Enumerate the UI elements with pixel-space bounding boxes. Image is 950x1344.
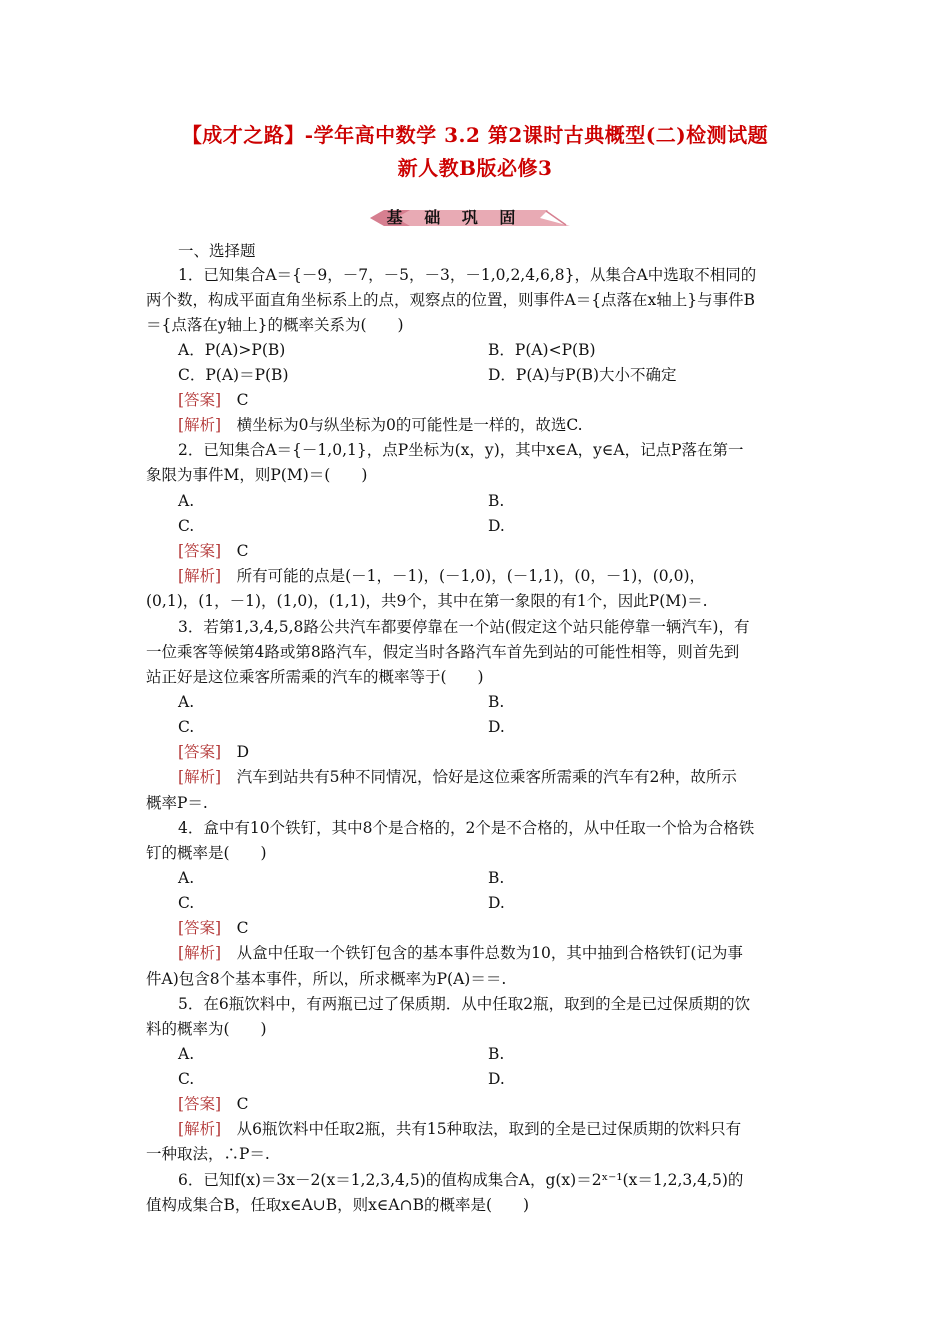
- q4-option-b: B.: [488, 869, 505, 887]
- q1-option-b: B．P(A)<P(B): [488, 341, 596, 359]
- explanation-tag: [解析]: [178, 567, 222, 585]
- q6-text-line-1: 6．已知f(x)＝3x－2(x＝1,2,3,4,5)的值构成集合A，g(x)＝2ˣ⁻¹(x＝1,2,3,4,5)的: [178, 1171, 744, 1189]
- answer-tag: [答案]: [178, 391, 222, 409]
- q1-text-line-1: 1．已知集合A＝{－9，－7，－5，－3，－1,0,2,4,6,8}，从集合A中选取不相同的: [178, 266, 757, 284]
- q4-explanation-text: 从盒中任取一个铁钉包含的基本事件总数为10，其中抽到合格铁钉(记为事: [236, 944, 743, 962]
- q3-explanation: [178, 766, 737, 788]
- q2-text-line-1: 2．已知集合A＝{－1,0,1}，点P坐标为(x，y)，其中x∈A，y∈A，记点P落在第一: [178, 441, 744, 459]
- q2-option-c: C.: [178, 517, 195, 535]
- q3-option-a: A.: [178, 693, 195, 711]
- q4-option-c: C.: [178, 894, 195, 912]
- q5-explanation-text: 从6瓶饮料中任取2瓶，共有15种取法，取到的全是已过保质期的饮料只有: [236, 1120, 742, 1138]
- q5-text-line-2: 料的概率为( ): [146, 1020, 267, 1038]
- section-banner: [370, 207, 570, 229]
- q3-answer: [178, 741, 249, 763]
- q2-explanation-line-2: (0,1)，(1，－1)，(1,0)，(1,1)，共9个，其中在第一象限的有1个，因此P(M)＝.: [146, 592, 708, 610]
- q4-text-line-2: 钉的概率是( ): [146, 844, 267, 862]
- q1-answer-value: C: [236, 391, 249, 409]
- q3-answer-value: D: [236, 743, 250, 761]
- document-title-line-1: 【成才之路】-学年高中数学 3.2 第2课时古典概型(二)检测试题: [181, 123, 769, 147]
- q5-option-b: B.: [488, 1045, 505, 1063]
- q3-explanation-line-2: 概率P＝.: [146, 794, 208, 812]
- q5-text-line-1: 5．在6瓶饮料中，有两瓶已过了保质期．从中任取2瓶，取到的全是已过保质期的饮: [178, 995, 751, 1013]
- q1-text-line-3: ＝{点落在y轴上}的概率关系为( ): [146, 316, 404, 334]
- q1-answer: [178, 389, 249, 411]
- q4-text-line-1: 4．盒中有10个铁钉，其中8个是合格的，2个是不合格的，从中任取一个恰为合格铁: [178, 819, 755, 837]
- q3-option-d: D.: [488, 718, 505, 736]
- explanation-tag: [解析]: [178, 416, 222, 434]
- answer-tag: [答案]: [178, 542, 222, 560]
- q5-answer-value: C: [236, 1095, 249, 1113]
- answer-tag: [答案]: [178, 919, 222, 937]
- q2-answer: [178, 540, 249, 562]
- q3-option-c: C.: [178, 718, 195, 736]
- q2-option-b: B.: [488, 492, 505, 510]
- q3-text-line-3: 站正好是这位乘客所需乘的汽车的概率等于( ): [146, 668, 484, 686]
- explanation-tag: [解析]: [178, 1120, 222, 1138]
- q6-text-line-2: 值构成集合B，任取x∈A∪B，则x∈A∩B的概率是( ): [146, 1196, 530, 1214]
- document-title-line-2: 新人教B版必修3: [397, 156, 553, 180]
- q4-answer: [178, 917, 249, 939]
- q2-option-d: D.: [488, 517, 505, 535]
- explanation-tag: [解析]: [178, 944, 222, 962]
- explanation-tag: [解析]: [178, 768, 222, 786]
- q2-explanation: [178, 565, 705, 587]
- q3-text-line-2: 一位乘客等候第4路或第8路汽车，假定当时各路汽车首先到站的可能性相等，则首先到: [146, 643, 740, 661]
- answer-tag: [答案]: [178, 1095, 222, 1113]
- q4-option-d: D.: [488, 894, 505, 912]
- q1-option-c: C．P(A)＝P(B): [178, 366, 289, 384]
- q5-option-c: C.: [178, 1070, 195, 1088]
- q4-explanation: [178, 942, 743, 964]
- q3-option-b: B.: [488, 693, 505, 711]
- q5-option-d: D.: [488, 1070, 505, 1088]
- q1-text-line-2: 两个数，构成平面直角坐标系上的点，观察点的位置，则事件A＝{点落在x轴上}与事件B: [146, 291, 756, 309]
- q4-explanation-line-2: 件A)包含8个基本事件，所以，所求概率为P(A)＝＝.: [146, 970, 507, 988]
- q2-explanation-text: 所有可能的点是(－1，－1)，(－1,0)，(－1,1)，(0，－1)，(0,0)，: [236, 567, 705, 585]
- q3-explanation-text: 汽车到站共有5种不同情况，恰好是这位乘客所需乘的汽车有2种，故所示: [236, 768, 737, 786]
- q1-option-d: D．P(A)与P(B)大小不确定: [488, 366, 677, 384]
- q1-explanation-text: 横坐标为0与纵坐标为0的可能性是一样的，故选C.: [236, 416, 583, 434]
- section-heading: 一、选择题: [178, 242, 256, 260]
- q2-option-a: A.: [178, 492, 195, 510]
- q3-text-line-1: 3．若第1,3,4,5,8路公共汽车都要停靠在一个站(假定这个站只能停靠一辆汽车)，有: [178, 618, 750, 636]
- q1-explanation: [178, 414, 583, 436]
- section-banner-label: 基 础 巩 固: [386, 208, 524, 227]
- answer-tag: [答案]: [178, 743, 222, 761]
- q1-option-a: A．P(A)>P(B): [178, 341, 286, 359]
- q5-option-a: A.: [178, 1045, 195, 1063]
- q2-answer-value: C: [236, 542, 249, 560]
- q5-answer: [178, 1093, 249, 1115]
- q4-option-a: A.: [178, 869, 195, 887]
- q2-text-line-2: 象限为事件M，则P(M)＝( ): [146, 466, 368, 484]
- q4-answer-value: C: [236, 919, 249, 937]
- q5-explanation-line-2: 一种取法，∴P＝.: [146, 1145, 270, 1163]
- q5-explanation: [178, 1118, 741, 1140]
